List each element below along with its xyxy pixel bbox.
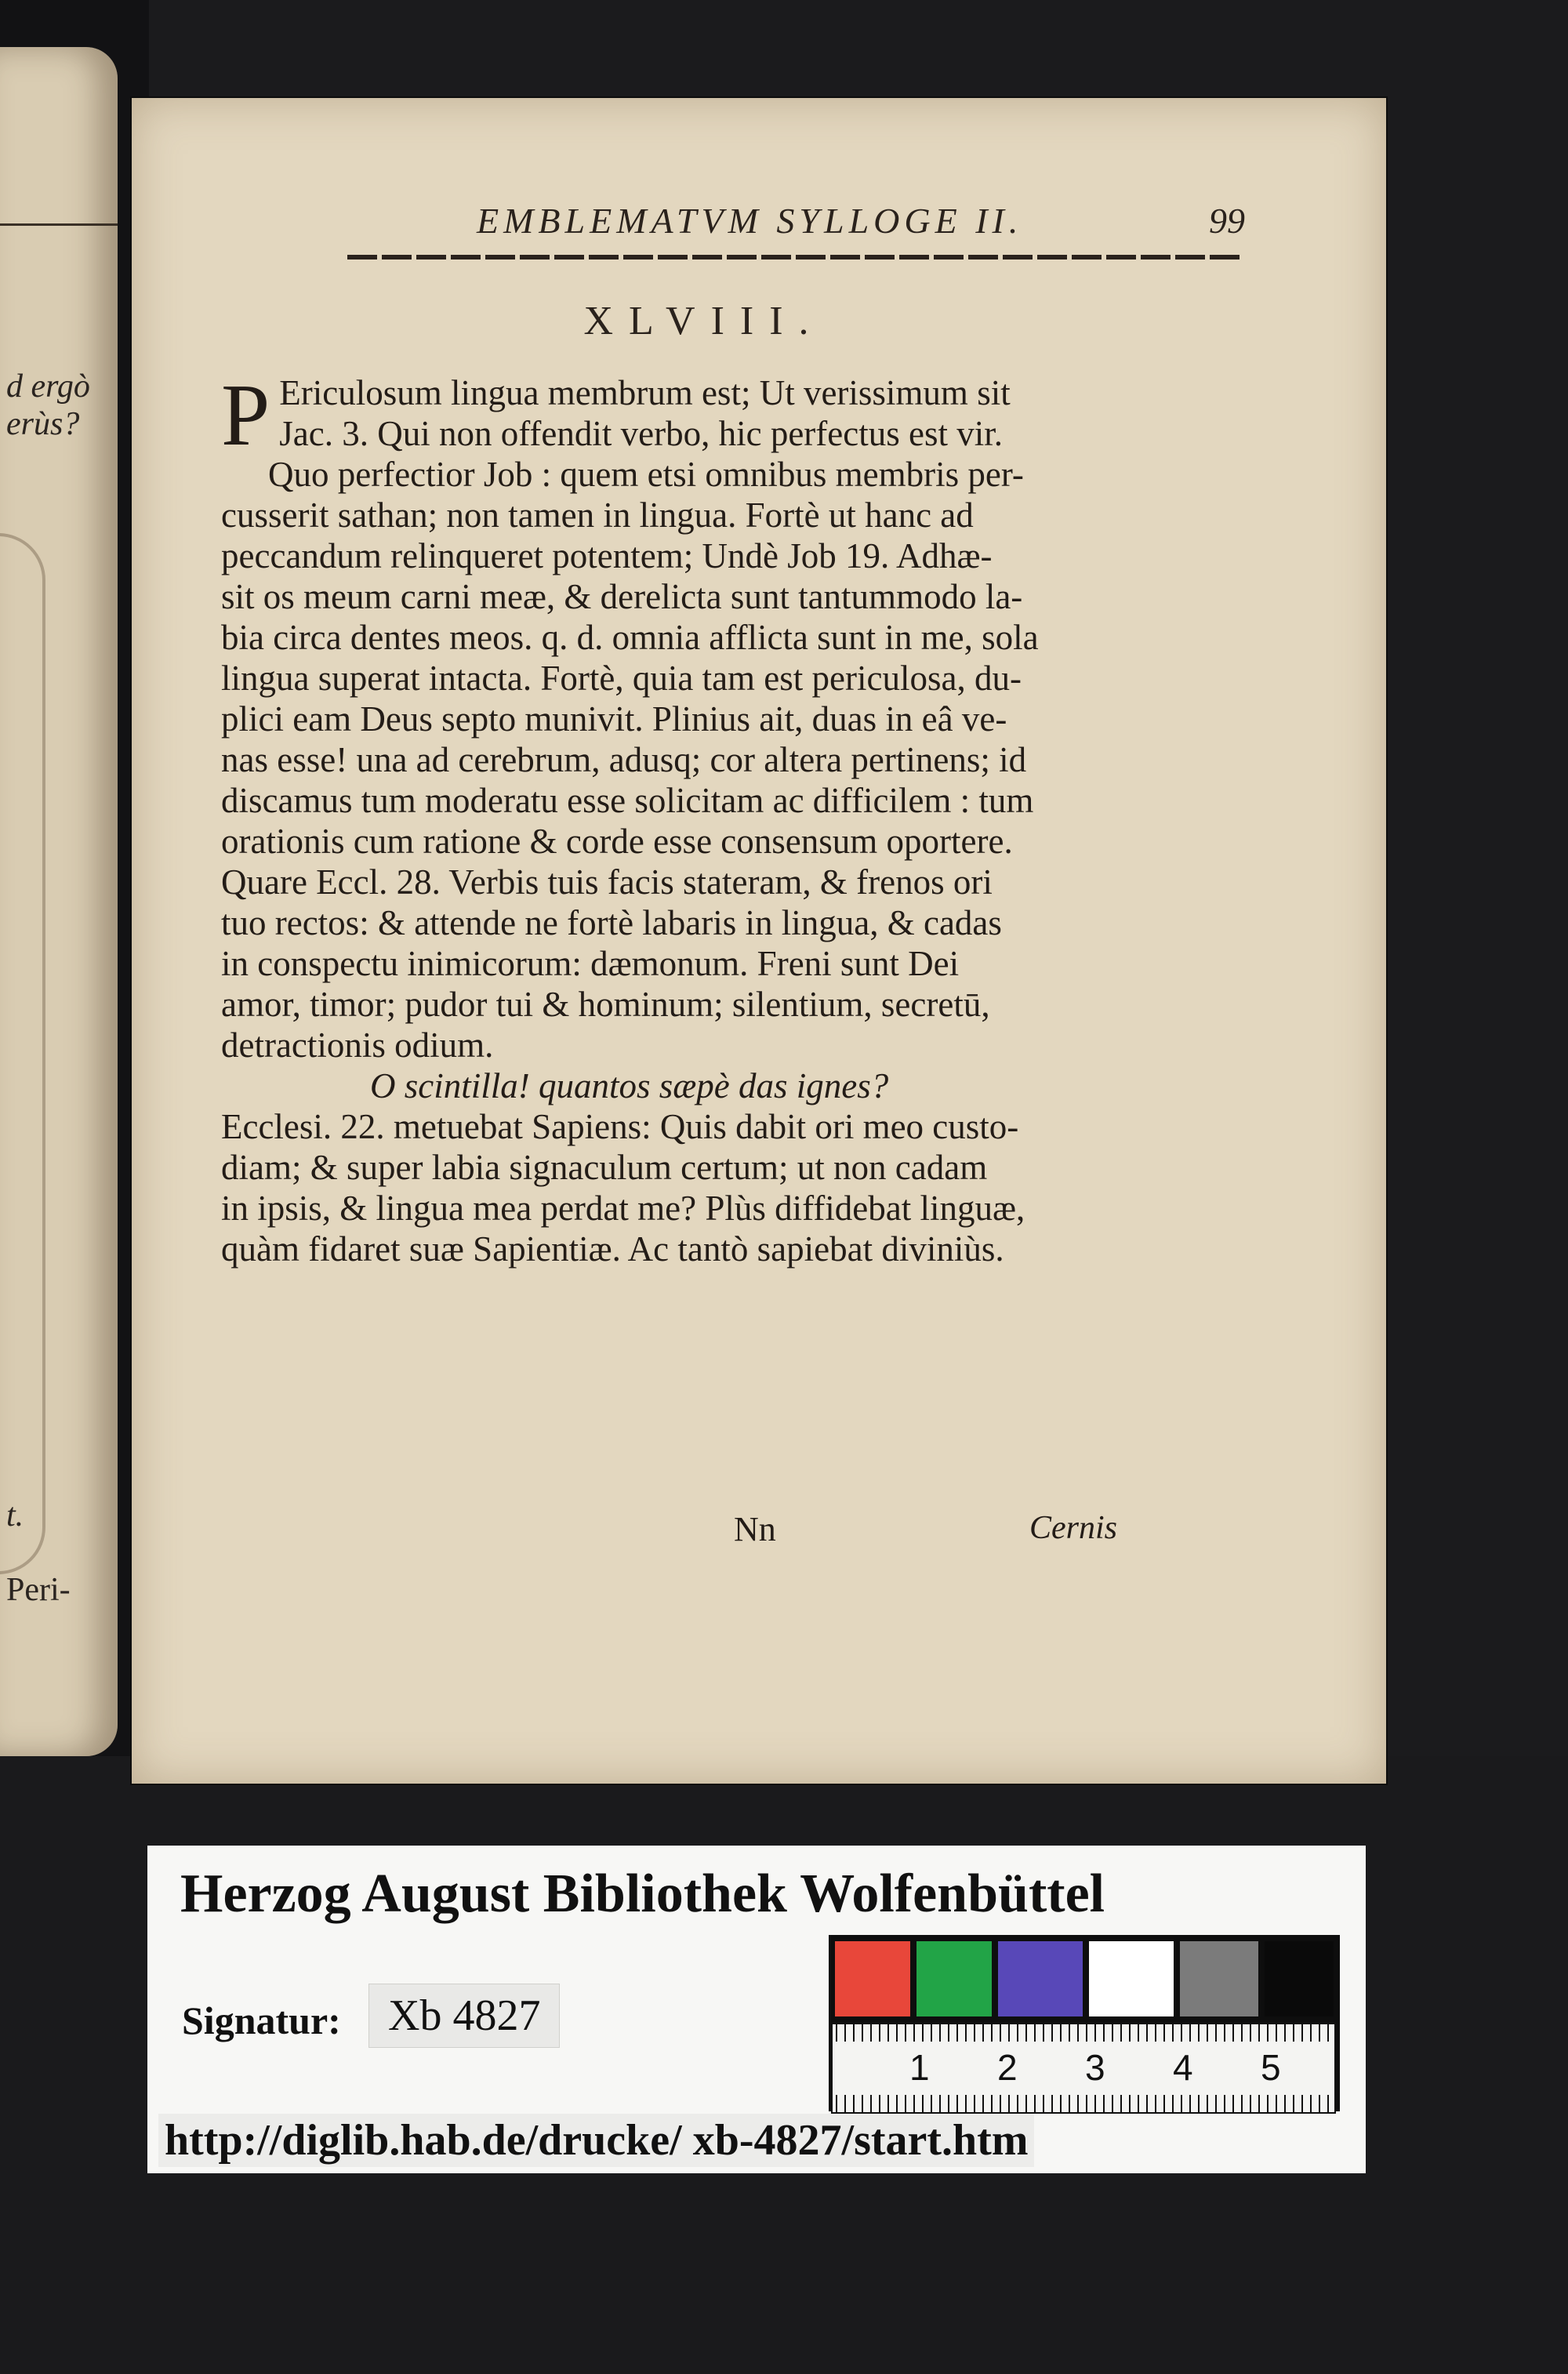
text-line: Quo perfectior Job : quem etsi omnibus membris per- <box>268 455 1024 494</box>
previous-page-fragment: t. <box>6 1497 24 1534</box>
previous-page-edge <box>0 47 118 1756</box>
text-line: quàm fidaret suæ Sapientiæ. Ac tantò sapiebat diviniùs. <box>221 1229 1004 1269</box>
scale-number: 1 <box>909 2047 930 2088</box>
signatur-value: Xb 4827 <box>368 1984 560 2048</box>
previous-page-fragment: erùs? <box>6 406 80 442</box>
color-swatch-white <box>1089 1941 1174 2016</box>
book-page <box>132 98 1386 1784</box>
text-line: plici eam Deus septo munivit. Plinius ait, duas in eâ ve- <box>221 699 1007 739</box>
color-swatch-blue <box>998 1941 1083 2016</box>
library-url: http://diglib.hab.de/drucke/ xb-4827/start.htm <box>158 2114 1034 2167</box>
text-line: diam; & super labia signaculum certum; ut non cadam <box>221 1148 988 1187</box>
previous-page-rule <box>0 223 118 226</box>
text-line: Jac. 3. Qui non offendit verbo, hic perfectus est vir. <box>279 414 1003 453</box>
catchword: Cernis <box>1029 1510 1118 1546</box>
running-head-title: EMBLEMATVM SYLLOGE II. <box>477 201 1023 241</box>
scale-number: 4 <box>1173 2047 1193 2088</box>
measurement-scale <box>831 2023 1336 2114</box>
text-line: nas esse! una ad cerebrum, adusq; cor altera pertinens; id <box>221 740 1027 779</box>
text-line: in conspectu inimicorum: dæmonum. Freni sunt Dei <box>221 944 960 983</box>
text-line: sit os meum carni meæ, & derelicta sunt tantummodo la- <box>221 577 1023 616</box>
color-swatch-gray <box>1180 1941 1258 2016</box>
text-line: Ericulosum lingua membrum est; Ut verissimum sit <box>279 373 1011 412</box>
verse-line: O scintilla! quantos sæpè das ignes? <box>370 1066 889 1105</box>
text-line: peccandum relinqueret potentem; Undè Job 19. Adhæ- <box>221 536 993 575</box>
body-text <box>221 367 1162 1269</box>
color-swatch-black <box>1265 1941 1334 2016</box>
signature-mark: Nn <box>734 1510 776 1548</box>
color-swatch-red <box>835 1941 910 2016</box>
scale-number: 2 <box>997 2047 1018 2088</box>
scale-number: 5 <box>1261 2047 1281 2088</box>
scale-ticks-bottom <box>836 2095 1331 2112</box>
previous-page-fragment: Peri- <box>6 1572 71 1608</box>
text-line: orationis cum ratione & corde esse consensum oportere. <box>221 822 1013 861</box>
page-number: 99 <box>1209 201 1245 241</box>
text-line: tuo rectos: & attende ne fortè labaris in lingua, & cadas <box>221 903 1002 942</box>
text-line: in ipsis, & lingua mea perdat me? Plùs diffidebat linguæ, <box>221 1189 1025 1228</box>
emblem-numeral: XLVIII. <box>583 299 825 343</box>
color-swatch-green <box>916 1941 992 2016</box>
library-name: Herzog August Bibliothek Wolfenbüttel <box>180 1864 1105 1924</box>
text-line: lingua superat intacta. Fortè, quia tam est periculosa, du- <box>221 659 1022 698</box>
text-line: Ecclesi. 22. metuebat Sapiens: Quis dabit ori meo custo- <box>221 1107 1019 1146</box>
running-head <box>343 200 1245 263</box>
previous-page-emblem-frame <box>0 533 45 1574</box>
text-line: Quare Eccl. 28. Verbis tuis facis stateram, & frenos ori <box>221 862 993 902</box>
text-line: detractionis odium. <box>221 1025 494 1065</box>
text-line: amor, timor; pudor tui & hominum; silentium, secretū, <box>221 985 990 1024</box>
header-rule <box>347 255 1241 260</box>
signatur-label: Signatur: <box>182 1998 341 2042</box>
text-line: bia circa dentes meos. q. d. omnia afflicta sunt in me, sola <box>221 618 1039 657</box>
text-line: cusserit sathan; non tamen in lingua. Fortè ut hanc ad <box>221 495 974 535</box>
previous-page-fragment: d ergò <box>6 368 90 405</box>
scale-number: 3 <box>1085 2047 1105 2088</box>
text-line: discamus tum moderatu esse solicitam ac difficilem : tum <box>221 781 1034 820</box>
scale-ticks-top <box>836 2024 1331 2042</box>
drop-cap: P <box>221 367 270 464</box>
